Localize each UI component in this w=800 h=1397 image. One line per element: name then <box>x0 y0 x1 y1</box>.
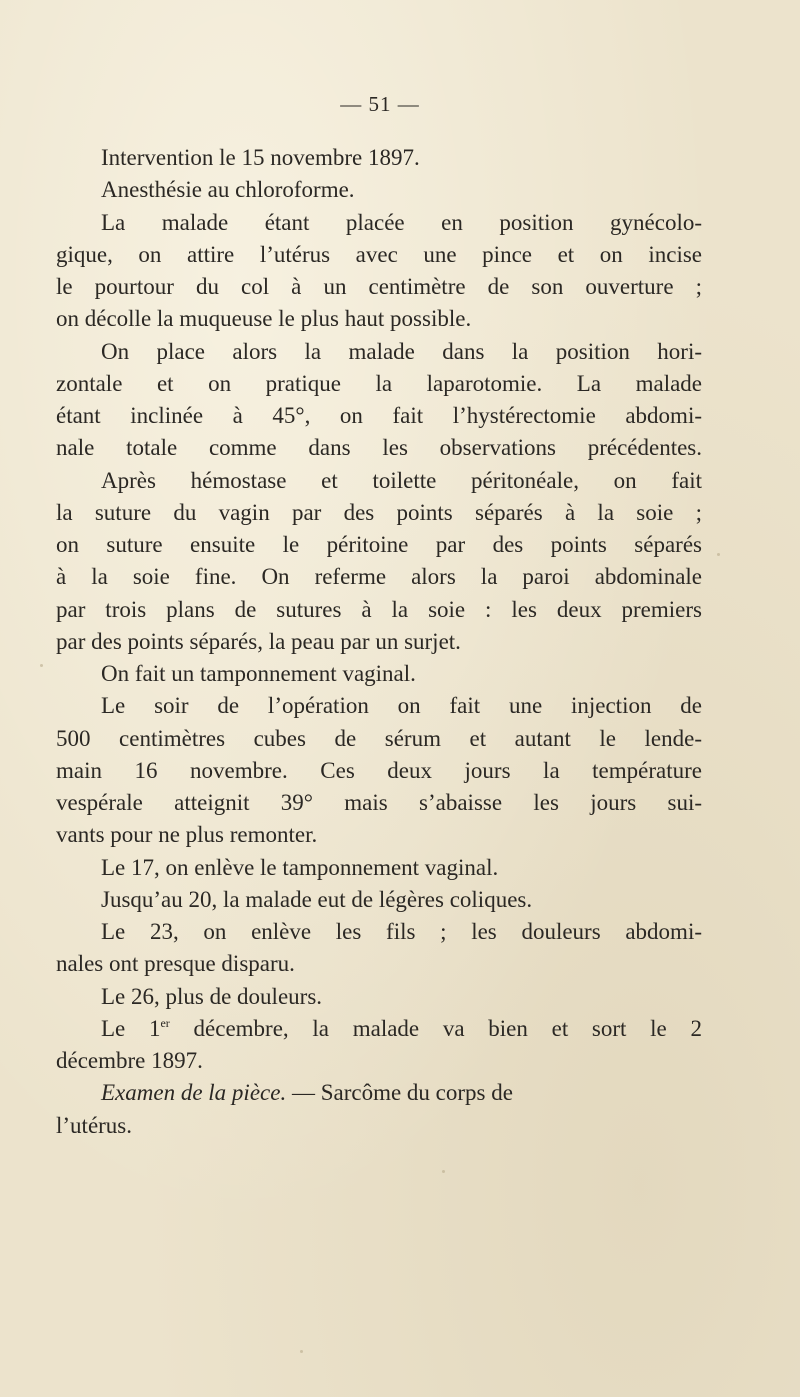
text-line: Le soir de l’opération on fait une injection de <box>101 693 702 719</box>
text-line <box>56 1013 702 1045</box>
text-line: par trois plans de sutures à la soie : les deux premiers <box>56 596 702 622</box>
text-line: Le 26, plus de douleurs. <box>101 983 323 1009</box>
text-line: Le 23, on enlève les fils ; les douleurs abdomi- <box>101 919 702 944</box>
text-line: On place alors la malade dans la position hori- <box>101 338 702 364</box>
text-line: La malade étant placée en position gynécolo- <box>101 209 702 235</box>
text-line: Après hémostase et toilette péritonéale, on fait <box>101 467 702 493</box>
text-line: on suture ensuite le péritoine par des points séparés <box>56 532 702 557</box>
ordinal-superscript: er <box>160 1015 170 1030</box>
text-line: On fait un tamponnement vaginal. <box>101 661 416 686</box>
paper-speck <box>442 1170 445 1173</box>
text-line: nales ont presque disparu. <box>56 951 295 977</box>
text-fragment: décembre, la malade va bien et sort le 2 <box>169 1015 702 1041</box>
text-line: main 16 novembre. Ces deux jours la température <box>56 757 702 783</box>
paper-speck <box>717 553 720 556</box>
page-number: — 51 — <box>340 92 420 116</box>
text-line: zontale et on pratique la laparotomie. La malade <box>56 370 702 396</box>
text-line: par des points séparés, la peau par un surjet. <box>56 628 461 654</box>
paper-speck <box>40 664 43 667</box>
text-line: Le 17, on enlève le tamponnement vaginal. <box>101 854 499 880</box>
body-text <box>56 142 702 1142</box>
text-line: on décolle la muqueuse le plus haut possible. <box>56 306 472 332</box>
text-line: vants pour ne plus remonter. <box>56 822 318 848</box>
text-line: nale totale comme dans les observations précédentes. <box>56 435 702 461</box>
text-line: Anesthésie au chloroforme. <box>101 177 355 203</box>
text-line: à la soie fine. On referme alors la paroi abdominale <box>56 564 702 590</box>
text-fragment: Le 1 <box>101 1015 161 1041</box>
examination-heading: Examen de la pièce. <box>101 1080 287 1106</box>
text-line: étant inclinée à 45°, on fait l’hystérectomie abdomi- <box>56 403 702 428</box>
paper-speck <box>300 1350 303 1353</box>
text-line: le pourtour du col à un centimètre de son ouverture ; <box>56 274 702 299</box>
text-line: Jusqu’au 20, la malade eut de légères coliques. <box>101 886 533 912</box>
text-line <box>56 1077 702 1109</box>
text-line: vespérale atteignit 39° mais s’abaisse les jours sui- <box>56 790 702 815</box>
text-line: Intervention le 15 novembre 1897. <box>101 145 420 170</box>
text-line: 500 centimètres cubes de sérum et autant le lende- <box>56 725 702 751</box>
text-line: décembre 1897. <box>56 1048 203 1073</box>
text-line: l’utérus. <box>56 1112 133 1138</box>
text-fragment: — Sarcôme du corps de <box>286 1080 513 1106</box>
text-line: la suture du vagin par des points séparés à la soie ; <box>56 499 702 525</box>
text-line: gique, on attire l’utérus avec une pince et on incise <box>56 241 702 267</box>
